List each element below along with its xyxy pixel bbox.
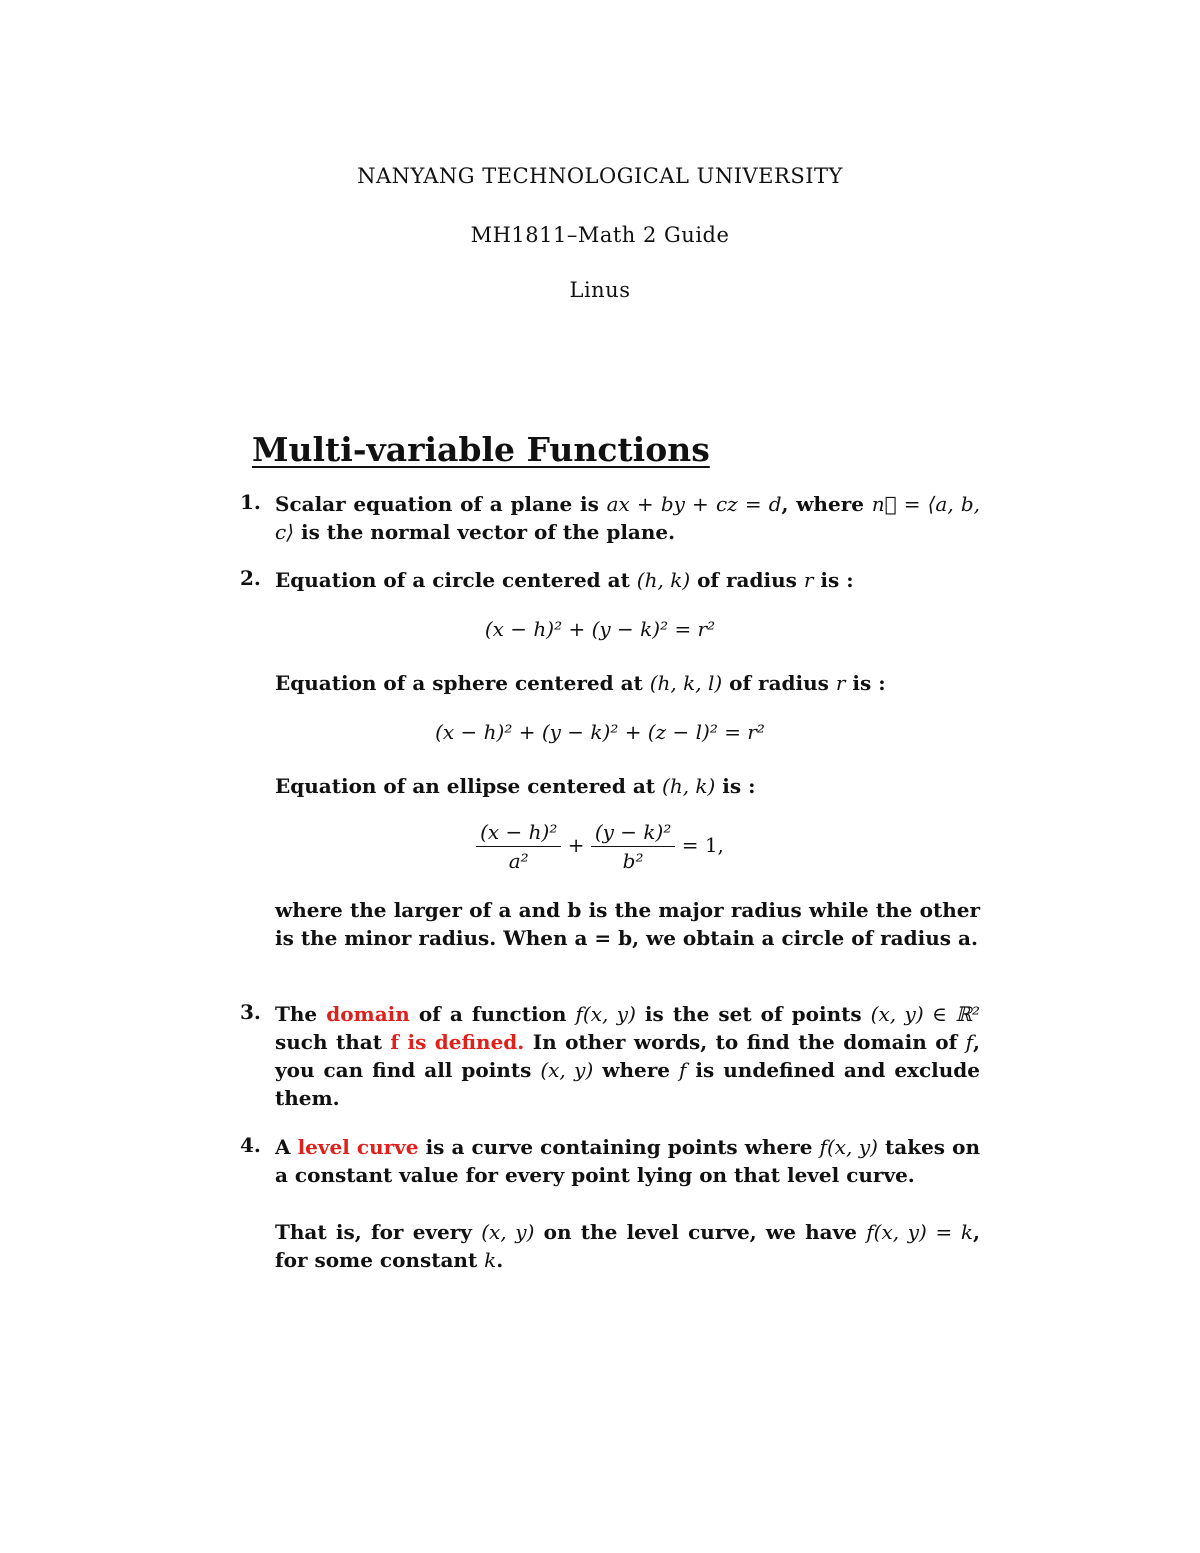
item-number: 4. [240, 1133, 261, 1157]
item-text: A level curve is a curve containing points where f(x, y) takes on a constant value for every point lying on that level curve. [275, 1135, 980, 1187]
item-text: The domain of a function f(x, y) is the set of points (x, y) ∈ ℝ² such that f is defined. In other words, to find the domain of f, you can find all points (x, y) where f is undefined and exclude them. [275, 1002, 981, 1110]
ellipse-equation: $\frac{\text{(x − h)²}}{\text{a²}}$ + $\frac{\text{(y − k)²}}{\text{b²}}$ = 1, [0, 820, 1200, 873]
institution-name: NANYANG TECHNOLOGICAL UNIVERSITY [357, 164, 843, 188]
item-number: 3. [240, 1000, 261, 1024]
circle-intro: Equation of a circle centered at (h, k) of radius r is : [275, 568, 854, 592]
plane-equation: ax + by + cz = d [606, 492, 782, 516]
item-text-2: That is, for every (x, y) on the level curve, we have f(x, y) = k, for some constant k. [275, 1220, 980, 1272]
item-text: Scalar equation of a plane is ax + by + cz = d, where n⃗ = ⟨a, b, c⟩ is the normal vector of the plane. [275, 492, 980, 544]
level-curve-term: level curve [297, 1135, 419, 1159]
ellipse-fraction-x: $\frac{\text{(x − h)²}}{\text{a²}}$ [476, 820, 561, 873]
defined-term: f is defined. [390, 1030, 525, 1054]
normal-vector: n⃗ = ⟨a, b, c⟩ [275, 492, 980, 544]
section-title: Multi-variable Functions [252, 430, 710, 469]
course-title: MH1811–Math 2 Guide [470, 223, 730, 247]
item-number: 2. [240, 566, 261, 590]
ellipse-note: where the larger of a and b is the major radius while the other is the minor radius. When a = b, we obtain a circle of radius a. [275, 898, 980, 950]
sphere-equation: (x − h)² + (y − k)² + (z − l)² = r² [435, 720, 765, 744]
sphere-intro: Equation of a sphere centered at (h, k, l) of radius r is : [275, 671, 886, 695]
domain-term: domain [326, 1002, 410, 1026]
circle-equation: (x − h)² + (y − k)² = r² [484, 617, 716, 641]
author-name: Linus [569, 278, 631, 302]
item-number: 1. [240, 490, 261, 514]
ellipse-fraction-y: $\frac{\text{(y − k)²}}{\text{b²}}$ [591, 820, 676, 873]
ellipse-intro: Equation of an ellipse centered at (h, k) is : [275, 774, 756, 798]
